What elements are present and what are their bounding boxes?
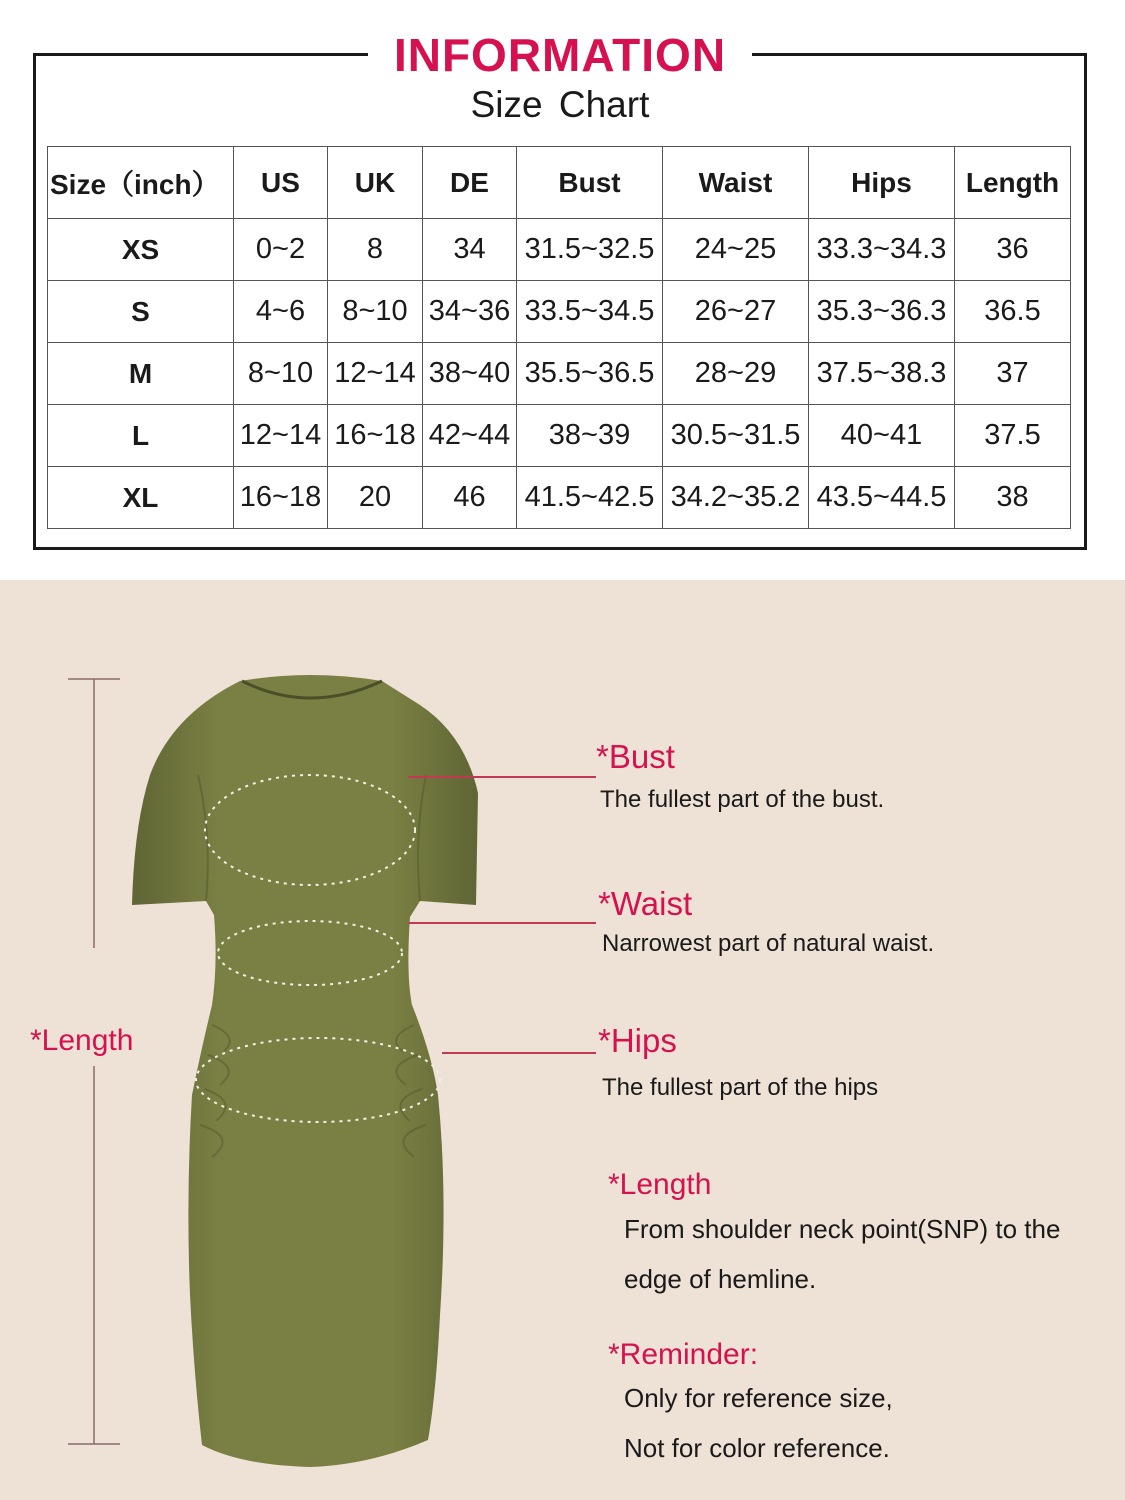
length-ruler-icon	[66, 678, 126, 1446]
length-side-label: *Length	[30, 1024, 134, 1057]
table-cell: 4~6	[234, 281, 328, 343]
table-row	[48, 281, 1071, 343]
table-cell: 37.5~38.3	[809, 343, 955, 405]
reminder-line2: Not for color reference.	[624, 1433, 890, 1463]
table-cell: 36	[955, 219, 1071, 281]
column-header: Size（inch）	[48, 147, 234, 219]
table-row	[48, 405, 1071, 467]
table-cell: 33.3~34.3	[809, 219, 955, 281]
table-cell: 20	[328, 467, 423, 529]
table-cell: 34~36	[423, 281, 517, 343]
table-cell: 30.5~31.5	[663, 405, 809, 467]
table-cell: 26~27	[663, 281, 809, 343]
waist-pointer-line	[408, 922, 596, 924]
table-cell: 8~10	[234, 343, 328, 405]
table-cell: 34.2~35.2	[663, 467, 809, 529]
size-chart-table	[47, 146, 1071, 529]
size-cell: S	[48, 281, 234, 343]
length-description-line2: edge of hemline.	[624, 1264, 817, 1294]
frame-top-right	[752, 53, 1087, 56]
table-header-row	[48, 147, 1071, 219]
table-cell: 38	[955, 467, 1071, 529]
information-panel	[0, 0, 1125, 580]
frame-right	[1084, 53, 1087, 550]
table-cell: 34	[423, 219, 517, 281]
table-cell: 37	[955, 343, 1071, 405]
hips-heading: *Hips	[598, 1022, 677, 1059]
waist-heading: *Waist	[598, 885, 693, 922]
length-heading: *Length	[608, 1168, 712, 1201]
bust-pointer-line	[408, 776, 596, 778]
column-header: Bust	[517, 147, 663, 219]
table-cell: 0~2	[234, 219, 328, 281]
bust-heading: *Bust	[596, 738, 675, 775]
dress-illustration-icon	[120, 675, 500, 1485]
column-header: US	[234, 147, 328, 219]
table-cell: 35.5~36.5	[517, 343, 663, 405]
table-cell: 16~18	[234, 467, 328, 529]
table-cell: 24~25	[663, 219, 809, 281]
frame-top-left	[33, 53, 368, 56]
reminder-line1: Only for reference size,	[624, 1383, 893, 1413]
table-cell: 46	[423, 467, 517, 529]
column-header: UK	[328, 147, 423, 219]
measurement-guide-panel	[0, 580, 1125, 1500]
table-cell: 35.3~36.3	[809, 281, 955, 343]
table-cell: 37.5	[955, 405, 1071, 467]
table-cell: 43.5~44.5	[809, 467, 955, 529]
table-cell: 8~10	[328, 281, 423, 343]
table-cell: 36.5	[955, 281, 1071, 343]
hips-pointer-line	[442, 1052, 596, 1054]
size-cell: XS	[48, 219, 234, 281]
table-row	[48, 343, 1071, 405]
page-title: INFORMATION	[393, 29, 727, 81]
size-cell: M	[48, 343, 234, 405]
table-cell: 41.5~42.5	[517, 467, 663, 529]
table-cell: 38~40	[423, 343, 517, 405]
size-cell: XL	[48, 467, 234, 529]
frame-bottom	[33, 547, 1087, 550]
column-header: Waist	[663, 147, 809, 219]
table-cell: 28~29	[663, 343, 809, 405]
reminder-heading: *Reminder:	[608, 1338, 759, 1371]
hips-description: The fullest part of the hips	[602, 1074, 879, 1101]
bust-description: The fullest part of the bust.	[600, 786, 885, 813]
table-cell: 16~18	[328, 405, 423, 467]
table-cell: 33.5~34.5	[517, 281, 663, 343]
column-header: Hips	[809, 147, 955, 219]
table-row	[48, 219, 1071, 281]
table-cell: 12~14	[234, 405, 328, 467]
page-subtitle: Size Chart	[470, 84, 650, 125]
size-cell: L	[48, 405, 234, 467]
column-header: DE	[423, 147, 517, 219]
length-description-line1: From shoulder neck point(SNP) to the	[624, 1214, 1061, 1244]
frame-left	[33, 53, 36, 550]
table-cell: 8	[328, 219, 423, 281]
table-cell: 40~41	[809, 405, 955, 467]
column-header: Length	[955, 147, 1071, 219]
waist-description: Narrowest part of natural waist.	[602, 930, 935, 957]
table-cell: 42~44	[423, 405, 517, 467]
table-cell: 12~14	[328, 343, 423, 405]
table-cell: 38~39	[517, 405, 663, 467]
table-cell: 31.5~32.5	[517, 219, 663, 281]
table-row	[48, 467, 1071, 529]
